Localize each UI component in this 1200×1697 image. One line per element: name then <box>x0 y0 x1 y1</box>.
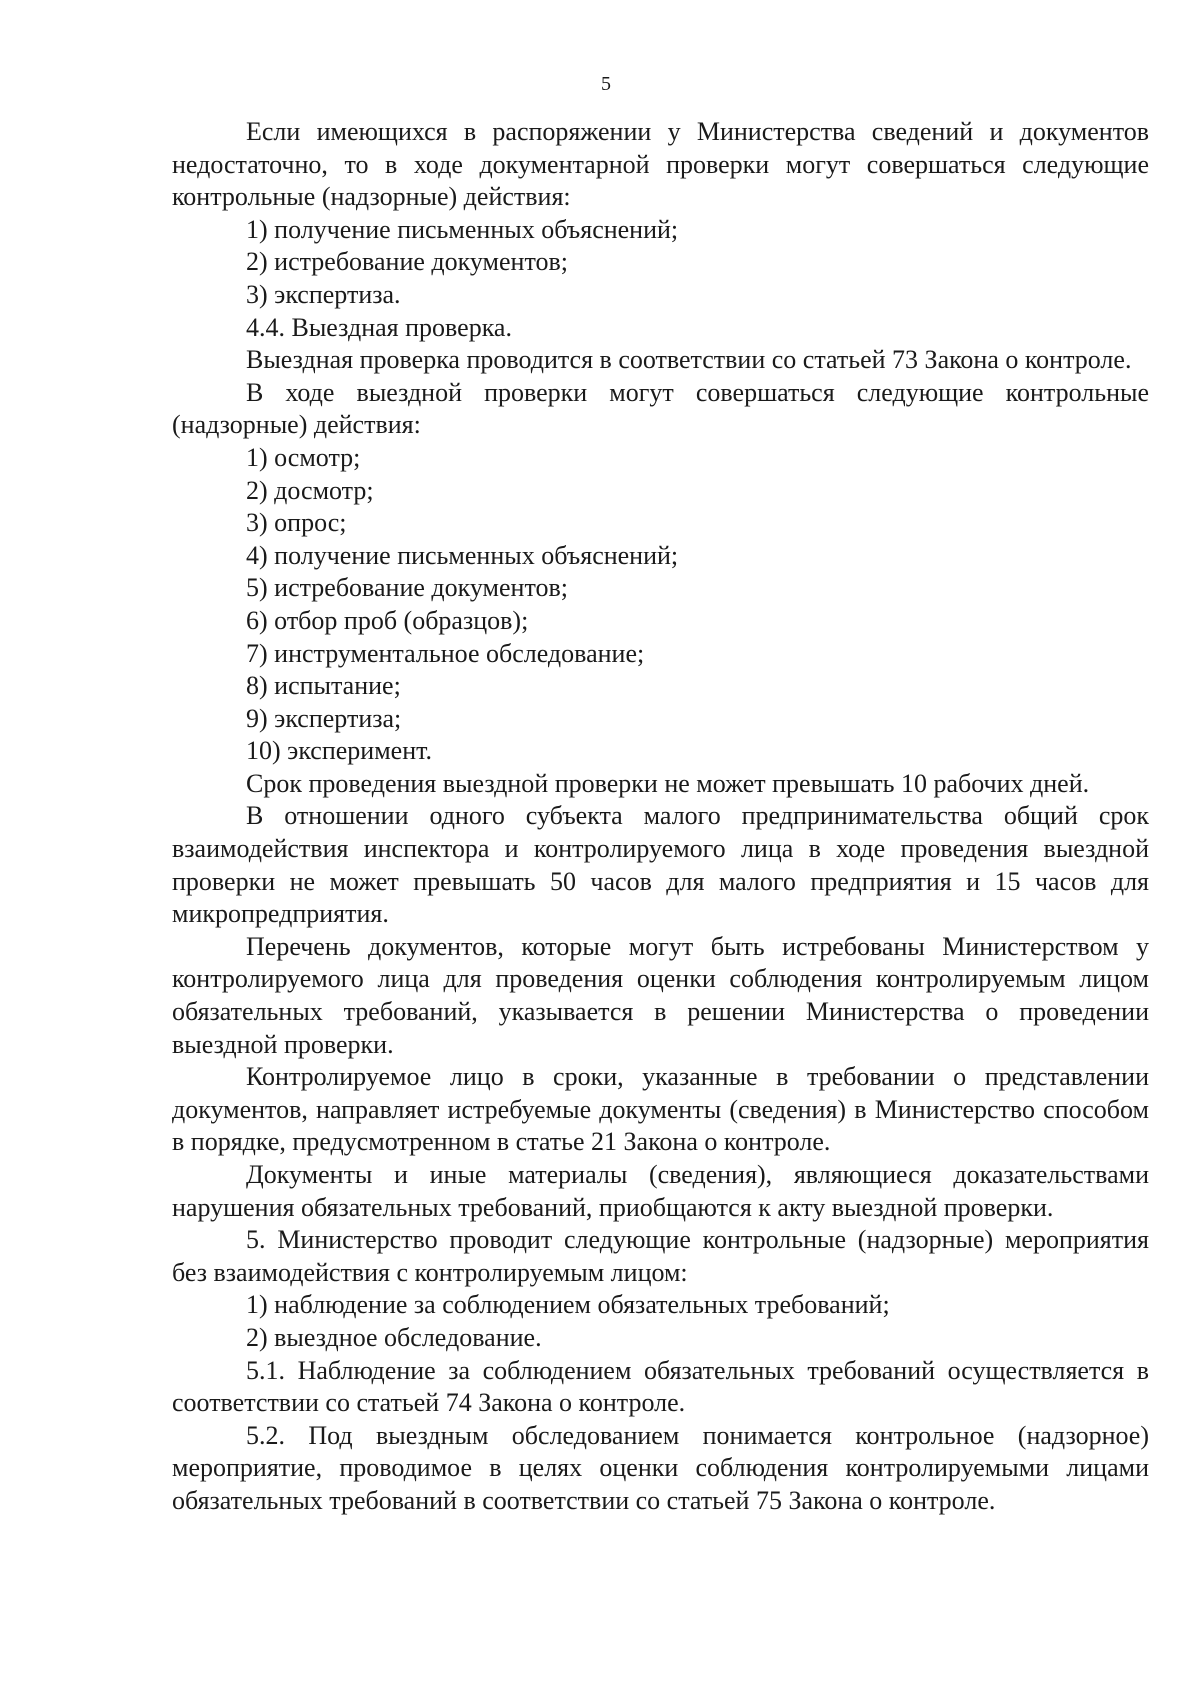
paragraph: В ходе выездной проверки могут совершаться следующие контрольные (надзорные) действия: <box>172 377 1149 440</box>
paragraph: Срок проведения выездной проверки не может превышать 10 рабочих дней. <box>246 768 1090 798</box>
section-heading: 4.4. Выездная проверка. <box>246 312 512 342</box>
paragraph: 5.2. Под выездным обследованием понимается контрольное (надзорное) мероприятие, проводимое в целях оценки соблюдения контролируемыми лицами обязательных требований в соответствии со статьей 75 Закона о контроле. <box>172 1420 1149 1515</box>
list-item: 1) наблюдение за соблюдением обязательных требований; <box>246 1290 890 1320</box>
list-item: 8) испытание; <box>246 671 401 701</box>
list-item: 3) опрос; <box>246 508 347 538</box>
paragraph: 5. Министерство проводит следующие контрольные (надзорные) мероприятия без взаимодействия с контролируемым лицом: <box>172 1225 1149 1287</box>
document-body <box>172 116 1149 1518</box>
list-item: 5) истребование документов; <box>246 573 568 603</box>
paragraph: Перечень документов, которые могут быть истребованы Министерством у контролируемого лица для проведения оценки соблюдения контролируемым лицом обязательных требований, указывается в решении Министерства о проведении выездной проверки. <box>172 931 1149 1059</box>
paragraph: Документы и иные материалы (сведения), являющиеся доказательствами нарушения обязательных требований, приобщаются к акту выездной проверки. <box>172 1160 1149 1222</box>
page-number: 5 <box>601 73 611 95</box>
list-item: 6) отбор проб (образцов); <box>246 605 529 635</box>
paragraph: Контролируемое лицо в сроки, указанные в требовании о представлении документов, направляет истребуемые документы (сведения) в Министерство способом в порядке, предусмотренном в статье 21 Закона о контроле. <box>172 1062 1149 1157</box>
list-item: 4) получение письменных объяснений; <box>246 540 679 570</box>
paragraph: В отношении одного субъекта малого предпринимательства общий срок взаимодействия инспектора и контролируемого лица в ходе проведения выездной проверки не может превышать 50 часов для малого предприятия и 15 часов для микропредприятия. <box>172 801 1149 929</box>
list-item: 2) выездное обследование. <box>246 1322 542 1352</box>
list-item: 9) экспертиза; <box>246 703 402 733</box>
list-item: 3) экспертиза. <box>246 279 401 309</box>
paragraph: 5.1. Наблюдение за соблюдением обязательных требований осуществляется в соответствии со статьей 74 Закона о контроле. <box>172 1355 1149 1418</box>
list-item: 2) досмотр; <box>246 475 374 505</box>
list-item: 1) осмотр; <box>246 442 361 472</box>
list-item: 1) получение письменных объяснений; <box>246 214 679 244</box>
paragraph: Если имеющихся в распоряжении у Министерства сведений и документов недостаточно, то в ходе документарной проверки могут совершаться следующие контрольные (надзорные) действия: <box>172 117 1149 212</box>
list-item: 10) эксперимент. <box>246 736 433 766</box>
list-item: 2) истребование документов; <box>246 247 568 277</box>
list-item: 7) инструментальное обследование; <box>246 638 645 668</box>
paragraph: Выездная проверка проводится в соответствии со статьей 73 Закона о контроле. <box>246 345 1132 375</box>
